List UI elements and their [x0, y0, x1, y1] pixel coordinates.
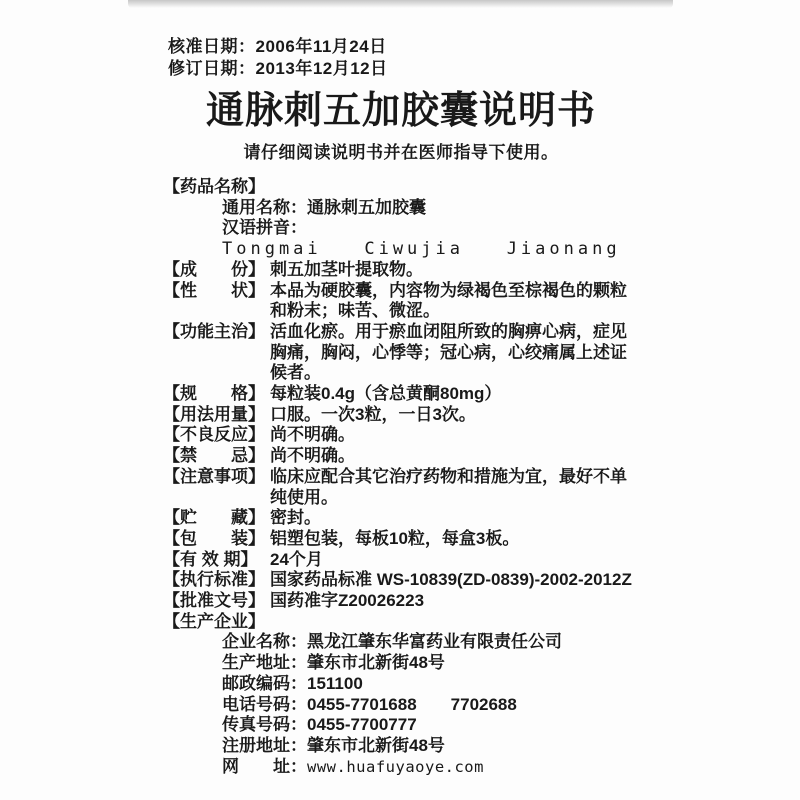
company-website-line — [222, 757, 639, 778]
section-standard-label: 【执行标准】 — [163, 570, 265, 590]
pinyin-line — [222, 218, 639, 259]
company-address-value: 肇东市北新街48号 — [307, 653, 445, 673]
section-dosage-label: 【用法用量】 — [163, 404, 265, 424]
company-name-line — [222, 632, 639, 653]
section-indications-label: 【功能主治】 — [163, 321, 265, 341]
section-indications — [163, 322, 639, 384]
section-strength — [163, 384, 639, 405]
company-reg-address-line — [222, 736, 639, 757]
section-description-value: 本品为硬胶囊，内容物为绿褐色至棕褐色的颗粒和粉末；味苦、微涩。 — [270, 280, 627, 321]
section-standard — [163, 570, 639, 591]
revised-date-label: 修订日期： — [168, 59, 256, 78]
section-packaging — [163, 529, 639, 550]
revised-date-value: 2013年12月12日 — [255, 59, 388, 78]
section-drug-name-label: 【药品名称】 — [163, 177, 265, 196]
company-reg-address-value: 肇东市北新街48号 — [307, 735, 445, 755]
section-storage — [163, 508, 639, 529]
company-phone-line — [222, 695, 639, 716]
section-precautions-label: 【注意事项】 — [163, 466, 265, 486]
company-zip-value: 151100 — [307, 673, 363, 693]
section-approval-number-value: 国药准字Z20026223 — [270, 591, 425, 611]
sections-body — [163, 177, 639, 777]
section-strength-value: 每粒装0.4g（含总黄酮80mg） — [270, 384, 502, 404]
generic-name-label: 通用名称： — [222, 197, 307, 217]
section-shelf-life-value: 24个月 — [270, 549, 323, 569]
revised-date-line — [168, 58, 639, 80]
section-contraindications-label: 【禁 忌】 — [163, 446, 265, 466]
company-website-value: www.huafuyaoye.com — [307, 757, 484, 776]
section-approval-number-label: 【批准文号】 — [163, 591, 265, 611]
approved-date-value: 2006年11月24日 — [255, 37, 387, 56]
company-zip-label: 邮政编码： — [222, 673, 307, 693]
approved-date-line — [168, 36, 639, 58]
section-indications-value: 活血化瘀。用于瘀血闭阻所致的胸痹心病，症见胸痛，胸闷，心悸等；冠心病，心绞痛属上述证候者。 — [270, 321, 627, 383]
generic-name-value: 通脉刺五加胶囊 — [307, 197, 426, 217]
company-address-line — [222, 653, 639, 674]
company-phone-value: 0455-7701688 7702688 — [307, 694, 517, 714]
company-name-value: 黑龙江肇东华富药业有限责任公司 — [307, 632, 562, 652]
section-adverse-reactions — [163, 425, 639, 446]
section-strength-label: 【规 格】 — [163, 384, 265, 404]
insert-content — [163, 0, 639, 777]
section-description — [163, 281, 639, 322]
section-description-label: 【性 状】 — [163, 280, 265, 300]
pinyin-label: 汉语拼音： — [222, 218, 307, 238]
section-approval-number — [163, 591, 639, 612]
section-storage-value: 密封。 — [270, 508, 321, 528]
company-name-label: 企业名称： — [222, 632, 307, 652]
date-block — [168, 36, 639, 80]
approved-date-label: 核准日期： — [168, 37, 256, 56]
document-title: 通脉刺五加胶囊说明书 — [205, 90, 596, 132]
section-precautions — [163, 467, 639, 508]
company-address-label: 生产地址： — [222, 653, 307, 673]
section-adverse-reactions-label: 【不良反应】 — [163, 425, 265, 445]
section-dosage — [163, 405, 639, 426]
company-reg-address-label: 注册地址： — [222, 735, 307, 755]
company-fax-label: 传真号码： — [222, 715, 307, 735]
section-adverse-reactions-value: 尚不明确。 — [270, 425, 355, 445]
section-ingredients — [163, 260, 639, 281]
section-contraindications — [163, 446, 639, 467]
section-storage-label: 【贮 藏】 — [163, 508, 265, 528]
section-ingredients-label: 【成 份】 — [163, 259, 265, 279]
generic-name-line — [222, 198, 639, 219]
section-shelf-life-label: 【有 效 期】 — [163, 549, 258, 569]
company-website-label: 网 址： — [222, 756, 307, 776]
usage-notice: 请仔细阅读说明书并在医师指导下使用。 — [243, 143, 559, 162]
section-standard-value: 国家药品标准 WS-10839(ZD-0839)-2002-2012Z — [270, 570, 632, 590]
company-fax-value: 0455-7700777 — [307, 715, 417, 735]
company-fax-line — [222, 715, 639, 736]
section-dosage-value: 口服。一次3粒，一日3次。 — [270, 404, 476, 424]
section-precautions-value: 临床应配合其它治疗药物和措施为宜，最好不单纯使用。 — [270, 466, 627, 507]
pinyin-value: Tongmai Ciwujia Jiaonang — [222, 239, 621, 260]
section-ingredients-value: 刺五加茎叶提取物。 — [270, 259, 423, 279]
section-packaging-label: 【包 装】 — [163, 528, 265, 548]
company-phone-label: 电话号码： — [222, 694, 307, 714]
section-manufacturer-label: 【生产企业】 — [163, 611, 265, 631]
company-zip-line — [222, 674, 639, 695]
section-shelf-life — [163, 550, 639, 571]
section-contraindications-value: 尚不明确。 — [270, 446, 355, 466]
section-packaging-value: 铝塑包装，每板10粒，每盒3板。 — [270, 528, 520, 548]
section-manufacturer — [163, 612, 639, 633]
section-drug-name — [163, 177, 639, 198]
